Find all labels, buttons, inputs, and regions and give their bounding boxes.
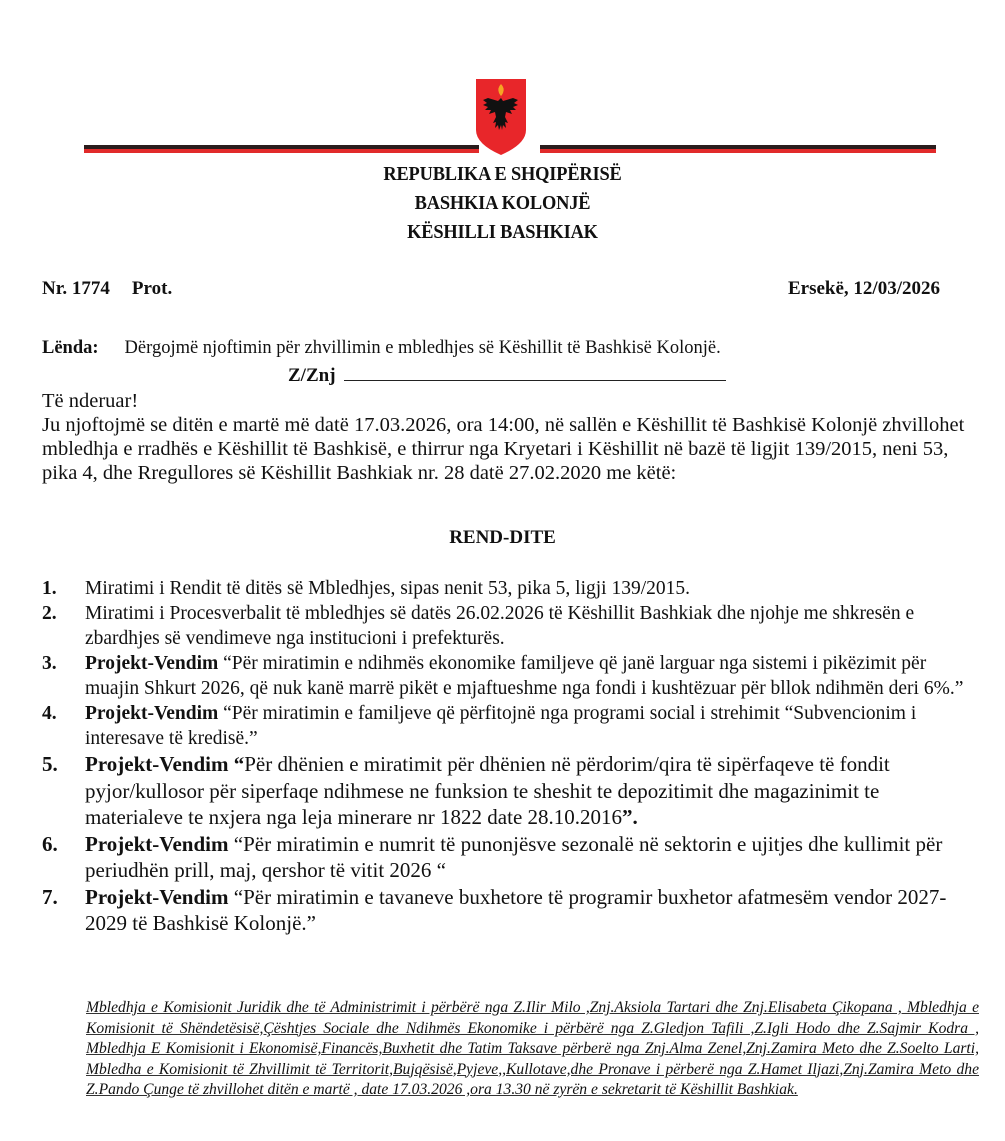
agenda-item-text: “Për miratimin e ndihmës ekonomike familjeve që janë larguar nga sistemi i pikëzimit për muajin Shkurt 2026, që nuk kanë marrë pikët e mjaftueshme nga fondi i kushtëzuar për bllok ndihmën deri 6%.” xyxy=(85,653,964,699)
body-paragraph: Ju njoftojmë se ditën e martë më datë 17.03.2026, ora 14:00, në sallën e Këshillit të Bashkisë Kolonjë zhvillohet mbledhja e rradhës e Këshillit të Bashkisë, e thirrur nga Kryetari i Këshillit në bazë të ligjit 139/2015, neni 53, pika 4, dhe Rregullores së Këshillit Bashkiak nr. 28 datë 27.02.2020 me këtë: xyxy=(42,414,965,484)
letterhead-council: KËSHILLI BASHKIAK xyxy=(407,221,598,243)
subject-line xyxy=(42,338,721,359)
place-date: Ersekë, 12/03/2026 xyxy=(788,278,940,299)
header-rule-left xyxy=(84,145,479,154)
agenda-item-number: 4. xyxy=(42,703,57,724)
agenda-item xyxy=(42,884,972,937)
agenda-item-number: 3. xyxy=(42,653,57,674)
agenda-item-closing-quote: ”. xyxy=(622,805,638,829)
letterhead-republic: REPUBLIKA E SHQIPËRISË xyxy=(383,163,622,185)
agenda-item-type: Projekt-Vendim xyxy=(85,831,229,856)
agenda-item-type: Projekt-Vendim xyxy=(85,653,219,674)
agenda-item-number: 1. xyxy=(42,578,57,599)
committee-meetings-note: Mbledhja e Komisionit Juridik dhe të Administrimit i përbërë nga Z.Ilir Milo ,Znj.Aksiola Tartari dhe Znj.Elisabeta Çikopana , Mbledhja e Komisionit të Shëndetësisë,Çështjes Sociale dhe Ndihmës Ekonomike i përbërë nga Z.Gledjon Tafili ,Z.Igli Hodo dhe Z.Sajmir Kodra , Mbledhja E Komisionit i Ekonomisë,Financës,Buxhetit dhe Tatim Taksave përberë nga Znj.Alma Zenel,Znj.Zamira Meto dhe Z.Soelto Larti, Mbledha e Komisionit të Zhvillimit të Territorit,Bujqësisë,Pyjeve,,Kullotave,dhe Pronave i përberë nga Z.Hamet Iljazi,Znj.Zamira Meto dhe Z.Pando Çunge të zhvillohet ditën e martë , date 17.03.2026 ,ora 13.30 në zyrën e sekretarit të Këshillit Bashkiak. xyxy=(86,999,979,1098)
agenda-item-text: “Për miratimin e numrit të punonjësve sezonalë në sektorin e ujitjes dhe kullimit për periudhën prill, maj, qershor të vitit 2026 “ xyxy=(85,831,943,882)
greeting: Të nderuar! xyxy=(42,390,139,412)
agenda-item xyxy=(42,651,972,701)
subject-text: Dërgojmë njoftimin për zhvillimin e mbledhjes së Këshillit të Bashkisë Kolonjë. xyxy=(124,338,721,358)
agenda-item-text: “Për miratimin e tavaneve buxhetore të programir buxhetor afatmesëm vendor 2027-2029 të Bashkisë Kolonjë.” xyxy=(85,884,947,935)
agenda-item-text: “Për miratimin e familjeve që përfitojnë nga programi social i strehimit “Subvencionim i interesave të kredisë.” xyxy=(85,703,917,749)
agenda-title: REND-DITE xyxy=(449,527,556,548)
agenda-item-type: Projekt-Vendim “ xyxy=(85,752,245,776)
agenda-item xyxy=(42,601,972,651)
agenda-item-number: 2. xyxy=(42,603,57,624)
agenda-item xyxy=(42,576,972,601)
agenda-item-type: Projekt-Vendim xyxy=(85,703,219,724)
protocol-label: Prot. xyxy=(131,278,173,299)
letter-body xyxy=(42,389,967,485)
agenda-item-number: 5. xyxy=(42,752,58,776)
agenda-item-text: Miratimi i Rendit të ditës së Mbledhjes, sipas nenit 53, pika 5, ligji 139/2015. xyxy=(85,578,690,599)
header-rule-right xyxy=(540,145,936,154)
recipient-line xyxy=(288,364,726,387)
letterhead xyxy=(0,160,1005,247)
agenda-item-number: 7. xyxy=(42,884,58,909)
agenda-item xyxy=(42,701,972,751)
agenda-item-number: 6. xyxy=(42,831,58,856)
recipient-label: Z/Znj xyxy=(288,365,336,386)
agenda-list xyxy=(42,576,972,937)
agenda-item-text: Miratimi i Procesverbalit të mbledhjes së datës 26.02.2026 të Këshillit Bashkiak dhe njohje me shkresën e zbardhjes së vendimeve nga institucioni i prefekturës. xyxy=(85,603,915,649)
agenda-item xyxy=(42,831,972,884)
albanian-coat-of-arms-icon xyxy=(475,78,527,156)
agenda-item-type: Projekt-Vendim xyxy=(85,884,229,909)
protocol-number: Nr. 1774 xyxy=(42,278,110,299)
agenda-item xyxy=(42,751,972,831)
recipient-blank xyxy=(344,364,726,381)
letterhead-municipality: BASHKIA KOLONJË xyxy=(414,192,591,214)
agenda-item-text: Për dhënien e miratimit për dhënien në përdorim/qira të sipërfaqeve të fondit pyjor/kullosor për siperfaqe ndihmese ne funksion te sheshit te depozitimit dhe magazinimit te materialeve te nxjera nga leja minerare nr 1822 date 28.10.2016 xyxy=(85,752,890,829)
subject-label: Lënda: xyxy=(42,338,99,358)
